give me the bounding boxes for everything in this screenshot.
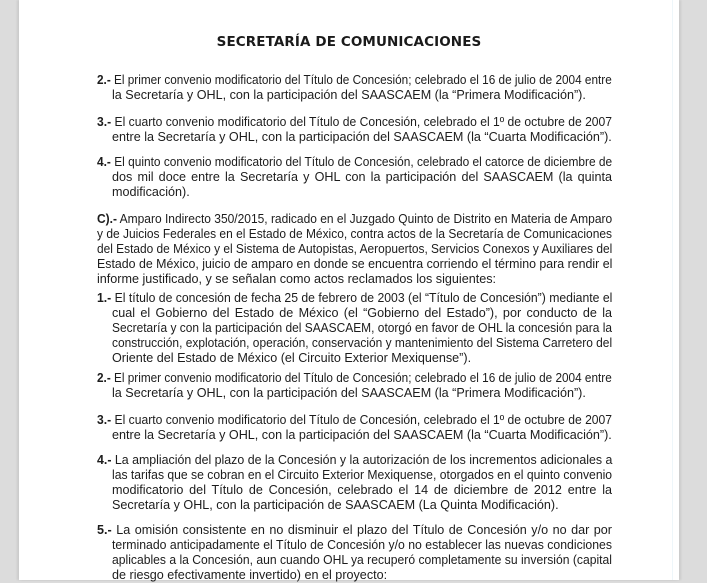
list-item-number: 2.- xyxy=(97,73,111,87)
list-item-text: El cuarto convenio modificatorio del Título de Concesión, celebrado el 1º de octubre de 2007 xyxy=(114,115,613,129)
list-item-text: El título de concesión de fecha 25 de febrero de 2003 (el “Título de Concesión”) mediante el xyxy=(114,291,613,305)
list-item-number: 4.- xyxy=(97,453,112,467)
list-item-line: cual el Gobierno del Estado de México (el “Gobierno del Estado”), por conducto de la xyxy=(112,306,612,320)
list-item-line: Secretaría y con la participación del SAASCAEM, otorgó en favor de OHL la concesión para la xyxy=(112,321,612,335)
list-item-line: Secretaría y OHL, con la participación de SAASCAEM (La Quinta Modificación). xyxy=(112,498,559,512)
list-item-text: El primer convenio modificatorio del Título de Concesión; celebrado el 16 de julio de 2004 entre xyxy=(114,73,612,87)
paragraph-line: del Estado de México y el Sistema de Autopistas, Aeropuertos, Servicios Conexos y Auxiliares del xyxy=(97,242,613,256)
paragraph-text: Amparo Indirecto 350/2015, radicado en el Juzgado Quinto de Distrito en Materia de Amparo xyxy=(119,212,613,226)
list-item-line: la Secretaría y OHL, con la participación del SAASCAEM (la “Primera Modificación”). xyxy=(112,386,586,400)
paragraph-line xyxy=(97,212,612,227)
list-item-line: dos mil doce entre la Secretaría y OHL con la participación del SAASCAEM (la quinta xyxy=(112,170,612,184)
list-item-text: La omisión consistente en no disminuir el plazo del Título de Concesión y/o no dar por xyxy=(116,523,612,537)
list-item-line: entre la Secretaría y OHL, con la participación del SAASCAEM (la “Cuarta Modificación”). xyxy=(112,428,612,442)
list-item-number: 1.- xyxy=(97,291,112,305)
list-item-line xyxy=(97,291,612,306)
list-item-line: las tarifas que se cobran en el Circuito Exterior Mexiquense, otorgados en el quinto convenio xyxy=(112,468,613,482)
list-item-line: entre la Secretaría y OHL, con la participación del SAASCAEM (la “Cuarta Modificación”). xyxy=(112,130,612,144)
list-item-line: la Secretaría y OHL, con la participación del SAASCAEM (la “Primera Modificación”). xyxy=(112,88,586,102)
list-item-text: El primer convenio modificatorio del Título de Concesión; celebrado el 16 de julio de 2004 entre xyxy=(114,371,612,385)
list-item-number: 2.- xyxy=(97,371,111,385)
paragraph-line: Estado de México, juicio de amparo en donde se encuentra corriendo el término para rendir el xyxy=(97,257,613,271)
list-item-line xyxy=(97,453,612,468)
list-item-line: modificación). xyxy=(112,185,190,199)
list-item-line xyxy=(97,413,612,428)
list-item-line xyxy=(97,371,612,386)
page-edge-line xyxy=(672,0,673,580)
list-item-number: 3.- xyxy=(97,115,112,129)
list-item-text: El quinto convenio modificatorio del Título de Concesión, celebrado el catorce de diciembre de xyxy=(114,155,613,169)
list-item-number: 4.- xyxy=(97,155,111,169)
list-item-line xyxy=(97,115,612,130)
list-item-line xyxy=(97,73,612,88)
list-item-line xyxy=(97,155,612,170)
list-item-line: terminado anticipadamente el Título de Concesión y/o no establecer las nuevas condiciones xyxy=(112,538,612,552)
list-item-line: Oriente del Estado de México (el Circuito Exterior Mexiquense”). xyxy=(112,351,472,365)
document-page xyxy=(19,0,679,580)
paragraph-line: y de Juicios Federales en el Estado de México, contra actos de la Secretaría de Comunicaciones xyxy=(97,227,612,241)
list-item-line: de riesgo efectivamente invertido) en el proyecto: xyxy=(112,568,388,582)
list-item-number: 5.- xyxy=(97,523,112,537)
list-item-text: La ampliación del plazo de la Concesión y la autorización de los incrementos adicionales a xyxy=(114,453,613,467)
section-label: C).- xyxy=(97,212,117,226)
list-item-text: El cuarto convenio modificatorio del Título de Concesión, celebrado el 1º de octubre de 2007 xyxy=(114,413,613,427)
list-item-line: aplicables a la Concesión, aun cuando OHL ya recuperó completamente su inversión (capital xyxy=(112,553,612,567)
list-item-line: construcción, explotación, operación, conservación y mantenimiento del Sistema Carretero del xyxy=(112,336,613,350)
page-heading: SECRETARÍA DE COMUNICACIONES xyxy=(216,34,482,50)
list-item-number: 3.- xyxy=(97,413,112,427)
list-item-line xyxy=(97,523,612,538)
paragraph-line: informe justificado, y se señalan como actos reclamados los siguientes: xyxy=(97,272,496,286)
list-item-line: modificatorio del Título de Concesión, celebrado el 14 de diciembre de 2012 entre la xyxy=(112,483,612,497)
